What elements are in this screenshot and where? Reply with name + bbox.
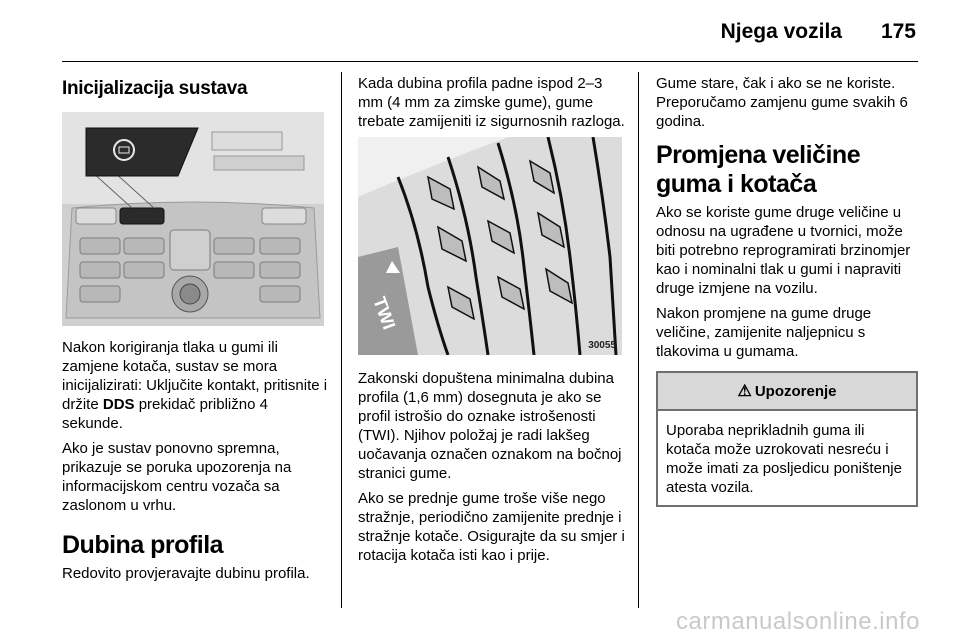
tire-tread-illustration — [358, 137, 622, 355]
text-run: prekidač približno 4 sekunde. — [62, 396, 268, 432]
paragraph-system-ready: Ako je sustav ponovno spremna, prikazuje se poruka upozorenja na informacijskom centru vozača sa zaslonom u vrhu. — [62, 440, 292, 514]
page-number: 175 — [880, 20, 916, 43]
heading-tread-depth: Dubina profila — [62, 531, 224, 559]
text-run: Nakon korigiranja tlaka u gumi ili zamjene kotača, sustav se mora inicijalizirati: Uključite kontakt, pritisnite i držite — [62, 339, 328, 413]
paragraph-rotation: Ako se prednje gume troše više nego stražnje, periodično zamijenite prednje i stražnje kotače. Osigurajte da su smjer i rotacija kotača isti kao i prije. — [358, 490, 625, 564]
paragraph-tire-age: Gume stare, čak i ako se ne koriste. Preporučamo zamjenu gume svakih 6 godina. — [656, 75, 908, 130]
tire-tread-drawing — [358, 137, 622, 355]
column-1 — [62, 74, 328, 589]
warning-text: Uporaba neprikladnih guma ili kotača može uzrokovati nesreću i može imati za posljedicu poništenje atesta vozila. — [666, 422, 902, 496]
paragraph-check-tread: Redovito provjeravajte dubinu profila. — [62, 565, 310, 582]
column-divider-2 — [638, 72, 639, 608]
warning-title: Upozorenje — [754, 382, 837, 400]
paragraph-minimum-tread: Zakonski dopuštena minimalna dubina profila (1,6 mm) dosegnuta je ako se profil istrošio do oznake istrošenosti (TWI). Njihov položaj je radi lakšeg uočavanja označen oznakom na bočnoj stranici gume. — [358, 370, 622, 482]
heading-size-change: Promjena veličine guma i kotača — [656, 141, 861, 198]
paragraph-different-size: Ako se koriste gume druge veličine u odnosu na ugrađene u tvornici, može biti potrebno reprogramirati brzinomjer kao i nominalni tlak u gumi i napraviti druge izmjene na vozilu. — [656, 204, 911, 297]
header-divider — [62, 61, 918, 62]
watermark: carmanualsonline.info — [676, 608, 920, 635]
column-2 — [358, 74, 626, 571]
heading-initialization: Inicijalizacija sustava — [62, 78, 248, 99]
warning-header — [658, 373, 916, 411]
paragraph-tread-limit: Kada dubina profila padne ispod 2–3 mm (4 mm za zimske gume), gume trebate zamijeniti iz sigurnosnih razloga. — [358, 75, 625, 130]
paragraph-initialization — [62, 338, 328, 433]
figure-code: 30055 — [588, 340, 616, 351]
warning-icon: ⚠ — [737, 383, 752, 400]
section-title: Njega vozila — [720, 20, 842, 43]
paragraph-replace-label: Nakon promjene na gume druge veličine, zamijenite naljepnicu s tlakovima u gumama. — [656, 305, 872, 360]
warning-box — [656, 371, 918, 507]
dashboard-switch-illustration — [62, 112, 324, 326]
twi-mark-label: TWI — [369, 294, 400, 333]
column-divider-1 — [341, 72, 342, 608]
column-3 — [656, 74, 922, 507]
dds-label: DDS — [102, 396, 135, 413]
console-drawing — [62, 112, 324, 326]
page-header — [0, 0, 960, 62]
